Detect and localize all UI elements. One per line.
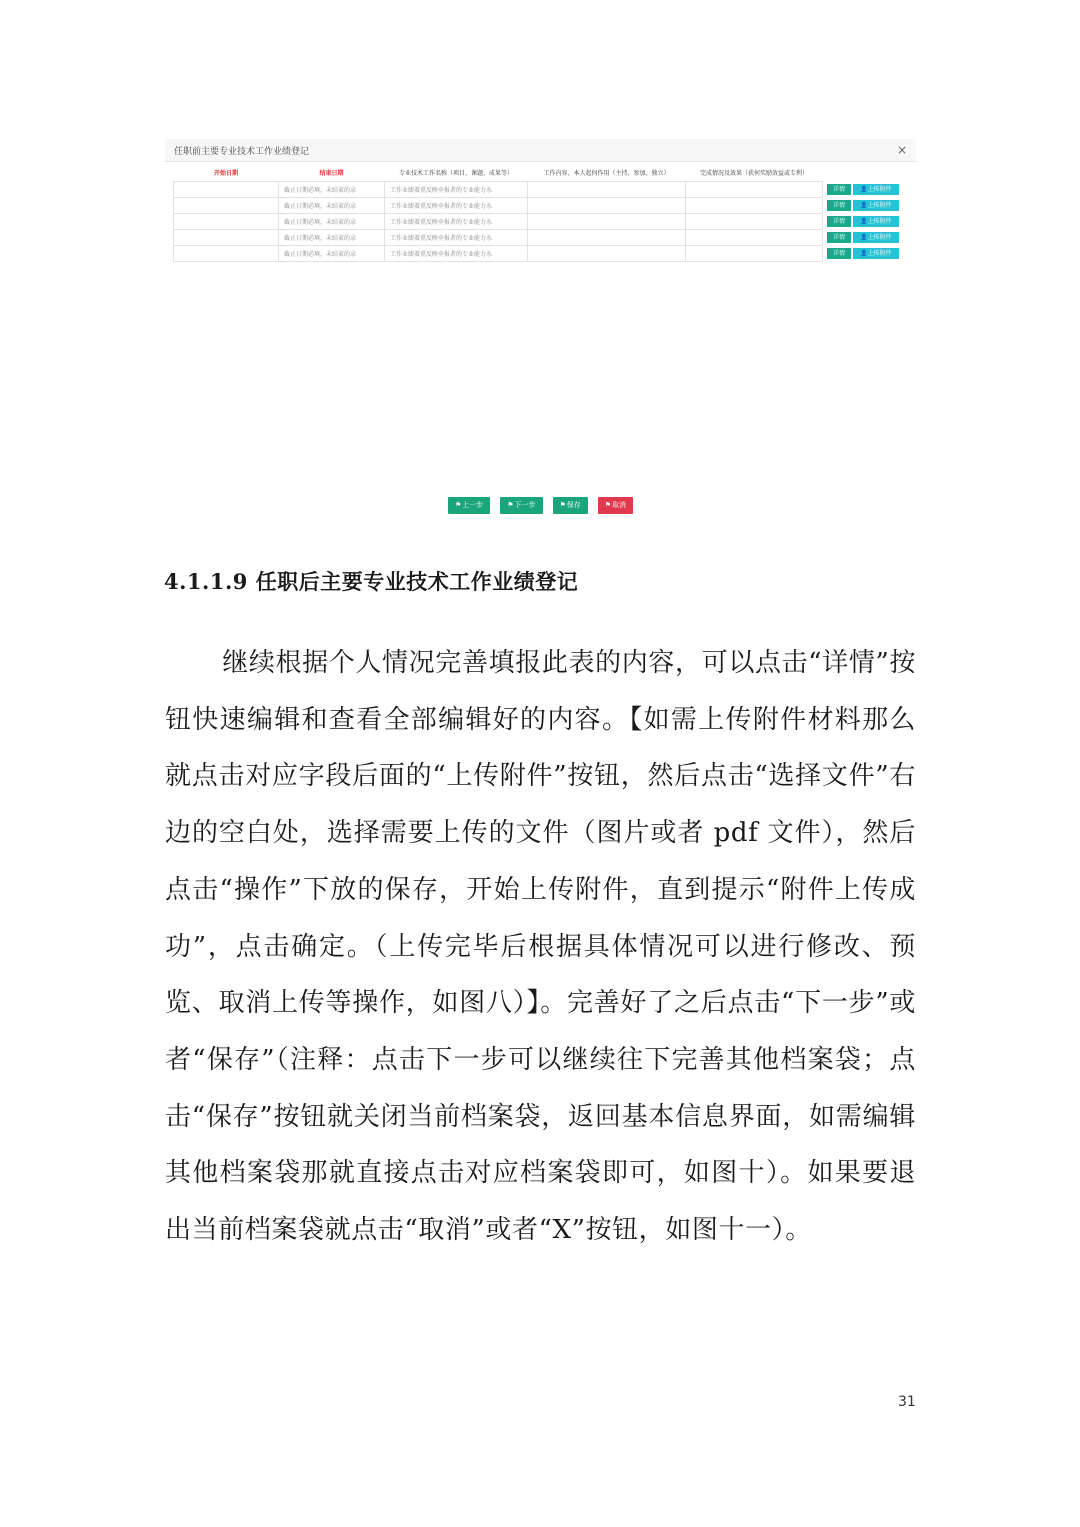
result-input[interactable] [686,230,823,246]
upload-label: 上传附件 [867,250,892,257]
work-name-input[interactable]: 工作业绩着重反映申报者的专业能力水 [385,182,528,198]
upload-button[interactable] [853,248,899,259]
upload-label: 上传附件 [867,202,892,209]
col-result: 完成情况及效果（获何奖励效益或专利） [699,170,808,177]
flag-icon: ⚑ [604,501,612,509]
table-row [174,246,906,262]
result-input[interactable] [686,182,823,198]
table-row [174,198,906,214]
upload-button[interactable] [853,232,899,243]
cancel-button[interactable] [598,497,633,514]
work-content-input[interactable] [528,246,686,262]
dialog-screenshot [165,139,916,519]
save-button[interactable] [553,497,588,514]
detail-button[interactable]: 详情 [827,216,851,227]
body-paragraph: 继续根据个人情况完善填报此表的内容，可以点击“详情”按钮快速编辑和查看全部编辑好的内容。【如需上传附件材料那么就点击对应字段后面的“上传附件”按钮，然后点击“选择文件”右边的空白处，选择需要上传的文件（图片或者 pdf 文件），然后点击“操作”下放的保存，开始上传附件，直到提示“附件上传成功”，点击确定。（上传完毕后根据具体情况可以进行修改、预览、取消上传等操作，如图八）】。完善好了之后点击“下一步”或者“保存”（注释：点击下一步可以继续往下完善其他档案袋；点击“保存”按钮就关闭当前档案袋，返回基本信息界面，如需编辑其他档案袋那就直接点击对应档案袋即可，如图十）。如果要退出当前档案袋就点击“取消”或者“X”按钮，如图十一）。 [165,648,916,1246]
dialog-title: 任职前主要专业技术工作业绩登记 [174,146,310,157]
section-heading: 4.1.1.9 任职后主要专业技术工作业绩登记 [164,569,579,594]
upload-label: 上传附件 [867,234,892,241]
row-actions [823,246,906,262]
work-content-input[interactable] [528,214,686,230]
user-icon: 👤 [860,186,868,193]
start-date-input[interactable] [174,230,279,246]
col-work-name: 专业技术工作名称（项目、课题、成果等） [398,170,513,177]
detail-button[interactable]: 详情 [827,184,851,195]
work-content-input[interactable] [528,182,686,198]
col-end-date: 结束日期 [319,170,344,177]
upload-label: 上传附件 [867,218,892,225]
start-date-input[interactable] [174,214,279,230]
work-content-input[interactable] [528,198,686,214]
close-icon[interactable]: × [896,143,907,157]
start-date-input[interactable] [174,198,279,214]
dialog-titlebar [165,139,916,162]
work-name-input[interactable]: 工作业绩着重反映申报者的专业能力水 [385,214,528,230]
flag-icon: ⚑ [454,501,462,509]
upload-label: 上传附件 [867,186,892,193]
row-actions [823,214,906,230]
upload-button[interactable] [853,200,899,211]
upload-button[interactable] [853,216,899,227]
prev-step-button[interactable] [448,497,490,514]
next-step-button[interactable] [500,497,542,514]
performance-table [173,164,906,262]
dialog-footer [165,497,916,514]
end-date-input[interactable]: 截止日期必填，未结束的录 [279,246,385,262]
page-number: 31 [898,1394,916,1410]
work-content-input[interactable] [528,230,686,246]
save-label: 保存 [566,501,581,509]
work-name-input[interactable]: 工作业绩着重反映申报者的专业能力水 [385,246,528,262]
row-actions [823,182,906,198]
table-row [174,182,906,198]
result-input[interactable] [686,214,823,230]
detail-button[interactable]: 详情 [827,248,851,259]
prev-step-label: 上一步 [462,501,484,509]
detail-button[interactable]: 详情 [827,232,851,243]
user-icon: 👤 [860,218,868,225]
col-work-content: 工作内容、本人起何作用（主持、参加、独立） [543,170,670,177]
table-row [174,230,906,246]
col-start-date: 开始日期 [213,170,238,177]
end-date-input[interactable]: 截止日期必填，未结束的录 [279,230,385,246]
user-icon: 👤 [860,202,868,209]
end-date-input[interactable]: 截止日期必填，未结束的录 [279,182,385,198]
user-icon: 👤 [860,234,868,241]
detail-button[interactable]: 详情 [827,200,851,211]
row-actions [823,198,906,214]
work-name-input[interactable]: 工作业绩着重反映申报者的专业能力水 [385,198,528,214]
next-step-label: 下一步 [514,501,536,509]
end-date-input[interactable]: 截止日期必填，未结束的录 [279,198,385,214]
flag-icon: ⚑ [559,501,566,509]
table-row [174,214,906,230]
user-icon: 👤 [860,250,868,257]
result-input[interactable] [686,246,823,262]
work-name-input[interactable]: 工作业绩着重反映申报者的专业能力水 [385,230,528,246]
upload-button[interactable] [853,184,899,195]
end-date-input[interactable]: 截止日期必填，未结束的录 [279,214,385,230]
start-date-input[interactable] [174,182,279,198]
table-header [174,164,906,182]
cancel-label: 取消 [612,501,627,509]
result-input[interactable] [686,198,823,214]
flag-icon: ⚑ [507,501,514,509]
start-date-input[interactable] [174,246,279,262]
row-actions [823,230,906,246]
col-ops [823,164,906,182]
